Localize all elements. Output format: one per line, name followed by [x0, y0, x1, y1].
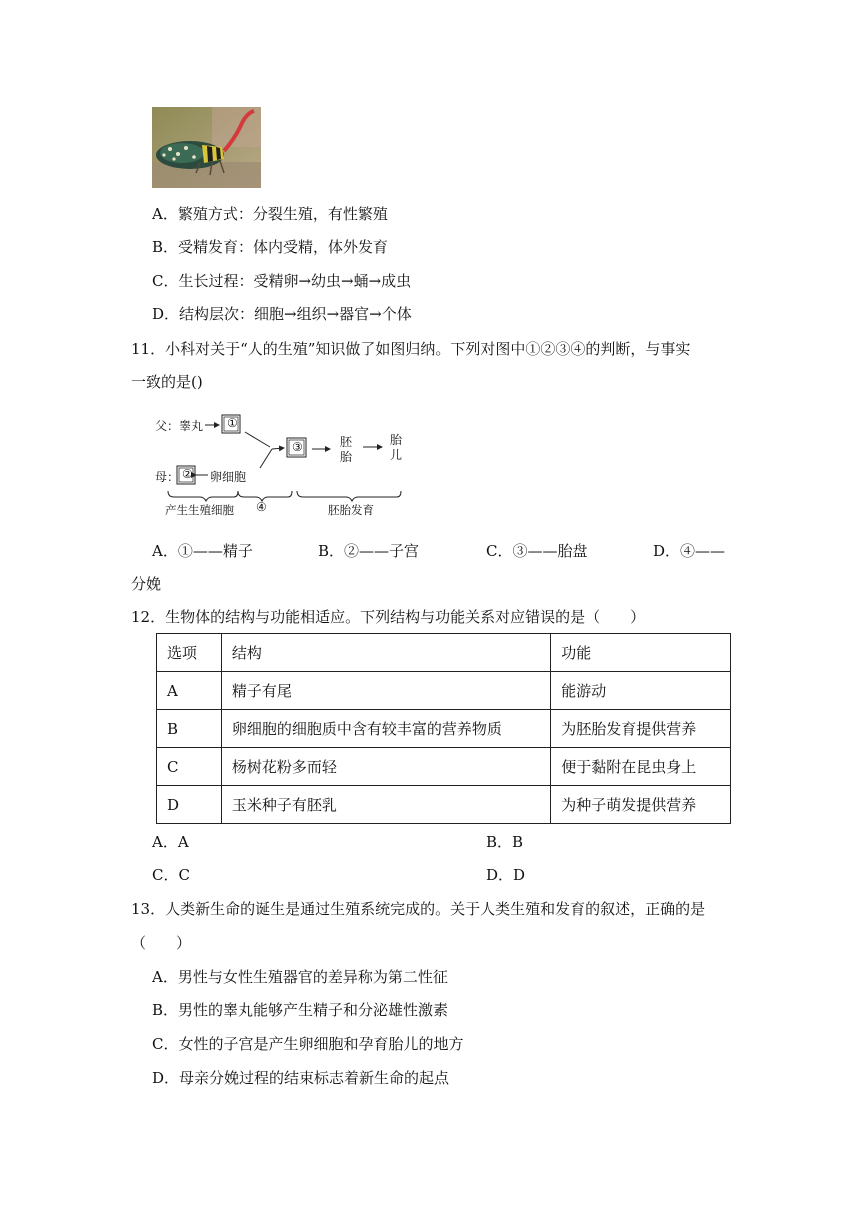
q11-option-a: A．①——精子	[152, 542, 253, 560]
q13-stem-line1: 13．人类新生命的诞生是通过生殖系统完成的。关于人类生殖和发育的叙述，正确的是	[131, 900, 706, 918]
fetus-label-1: 胎	[390, 433, 403, 447]
box-3-label: ③	[292, 440, 303, 454]
fetus-label-2: 儿	[390, 448, 403, 462]
box-2-label: ②	[182, 467, 193, 481]
embryo-label-1: 胚	[340, 435, 353, 449]
q12-option-c: C．C	[152, 866, 190, 884]
q10-option-c: C．生长过程：受精卵→幼虫→蛹→成虫	[152, 272, 412, 290]
embryo-label-2: 胎	[340, 450, 353, 464]
q11-option-d: D．④——	[653, 542, 726, 560]
q10-option-a: A．繁殖方式：分裂生殖，有性繁殖	[152, 205, 388, 223]
table-cell: 便于黏附在昆虫身上	[551, 748, 731, 786]
bracket-4: ④	[256, 500, 267, 514]
q13-option-b: B．男性的睾丸能够产生精子和分泌雄性激素	[152, 1001, 449, 1019]
bracket-embryo-development: 胚胎发育	[328, 503, 374, 517]
q13-option-a: A．男性与女性生殖器官的差异称为第二性征	[152, 968, 448, 986]
table-row	[157, 672, 731, 710]
q12-option-b: B．B	[486, 833, 524, 851]
table-row	[157, 786, 731, 824]
q12-option-a: A．A	[152, 833, 189, 851]
table-cell: C	[157, 748, 222, 786]
reproduction-diagram	[150, 405, 420, 520]
table-cell: 能游动	[551, 672, 731, 710]
table-header-cell: 功能	[551, 634, 731, 672]
q12-stem: 12．生物体的结构与功能相适应。下列结构与功能关系对应错误的是（ ）	[131, 608, 646, 626]
table-cell: 玉米种子有胚乳	[221, 786, 550, 824]
table-header-cell: 结构	[221, 634, 550, 672]
q13-option-c: C．女性的子宫是产生卵细胞和孕育胎儿的地方	[152, 1035, 464, 1053]
table-row	[157, 748, 731, 786]
table-header-row	[157, 634, 731, 672]
box-1-label: ①	[227, 416, 238, 430]
table-header-cell: 选项	[157, 634, 222, 672]
q13-option-d: D．母亲分娩过程的结束标志着新生命的起点	[152, 1069, 450, 1087]
table-cell: 卵细胞的细胞质中含有较丰富的营养物质	[221, 710, 550, 748]
father-label: 父：睾丸	[155, 419, 204, 433]
q10-option-d: D．结构层次：细胞→组织→器官→个体	[152, 305, 412, 323]
bracket-produce-cells: 产生生殖细胞	[165, 503, 234, 517]
mother-label: 母：	[155, 470, 180, 484]
table-cell: 精子有尾	[221, 672, 550, 710]
q12-option-d: D．D	[486, 866, 526, 884]
q11-stem-line2: 一致的是()	[131, 373, 203, 391]
table-cell: 杨树花粉多而轻	[221, 748, 550, 786]
q11-option-b: B．②——子宫	[318, 542, 420, 560]
q11-stem-line1: 11．小科对关于“人的生殖”知识做了如图归纳。下列对图中①②③④的判断，与事实	[131, 340, 691, 358]
lanternfly-photo	[152, 107, 261, 188]
egg-label: 卵细胞	[210, 470, 247, 484]
q13-stem-line2: （ ）	[131, 934, 192, 952]
q11-option-c: C．③——胎盘	[486, 542, 588, 560]
table-cell: 为种子萌发提供营养	[551, 786, 731, 824]
table-cell: A	[157, 672, 222, 710]
q11-option-d-wrap: 分娩	[131, 575, 162, 593]
table-cell: B	[157, 710, 222, 748]
q10-option-b: B．受精发育：体内受精，体外发育	[152, 238, 389, 256]
structure-function-table	[156, 633, 731, 824]
table-cell: 为胚胎发育提供营养	[551, 710, 731, 748]
table-cell: D	[157, 786, 222, 824]
table-row	[157, 710, 731, 748]
